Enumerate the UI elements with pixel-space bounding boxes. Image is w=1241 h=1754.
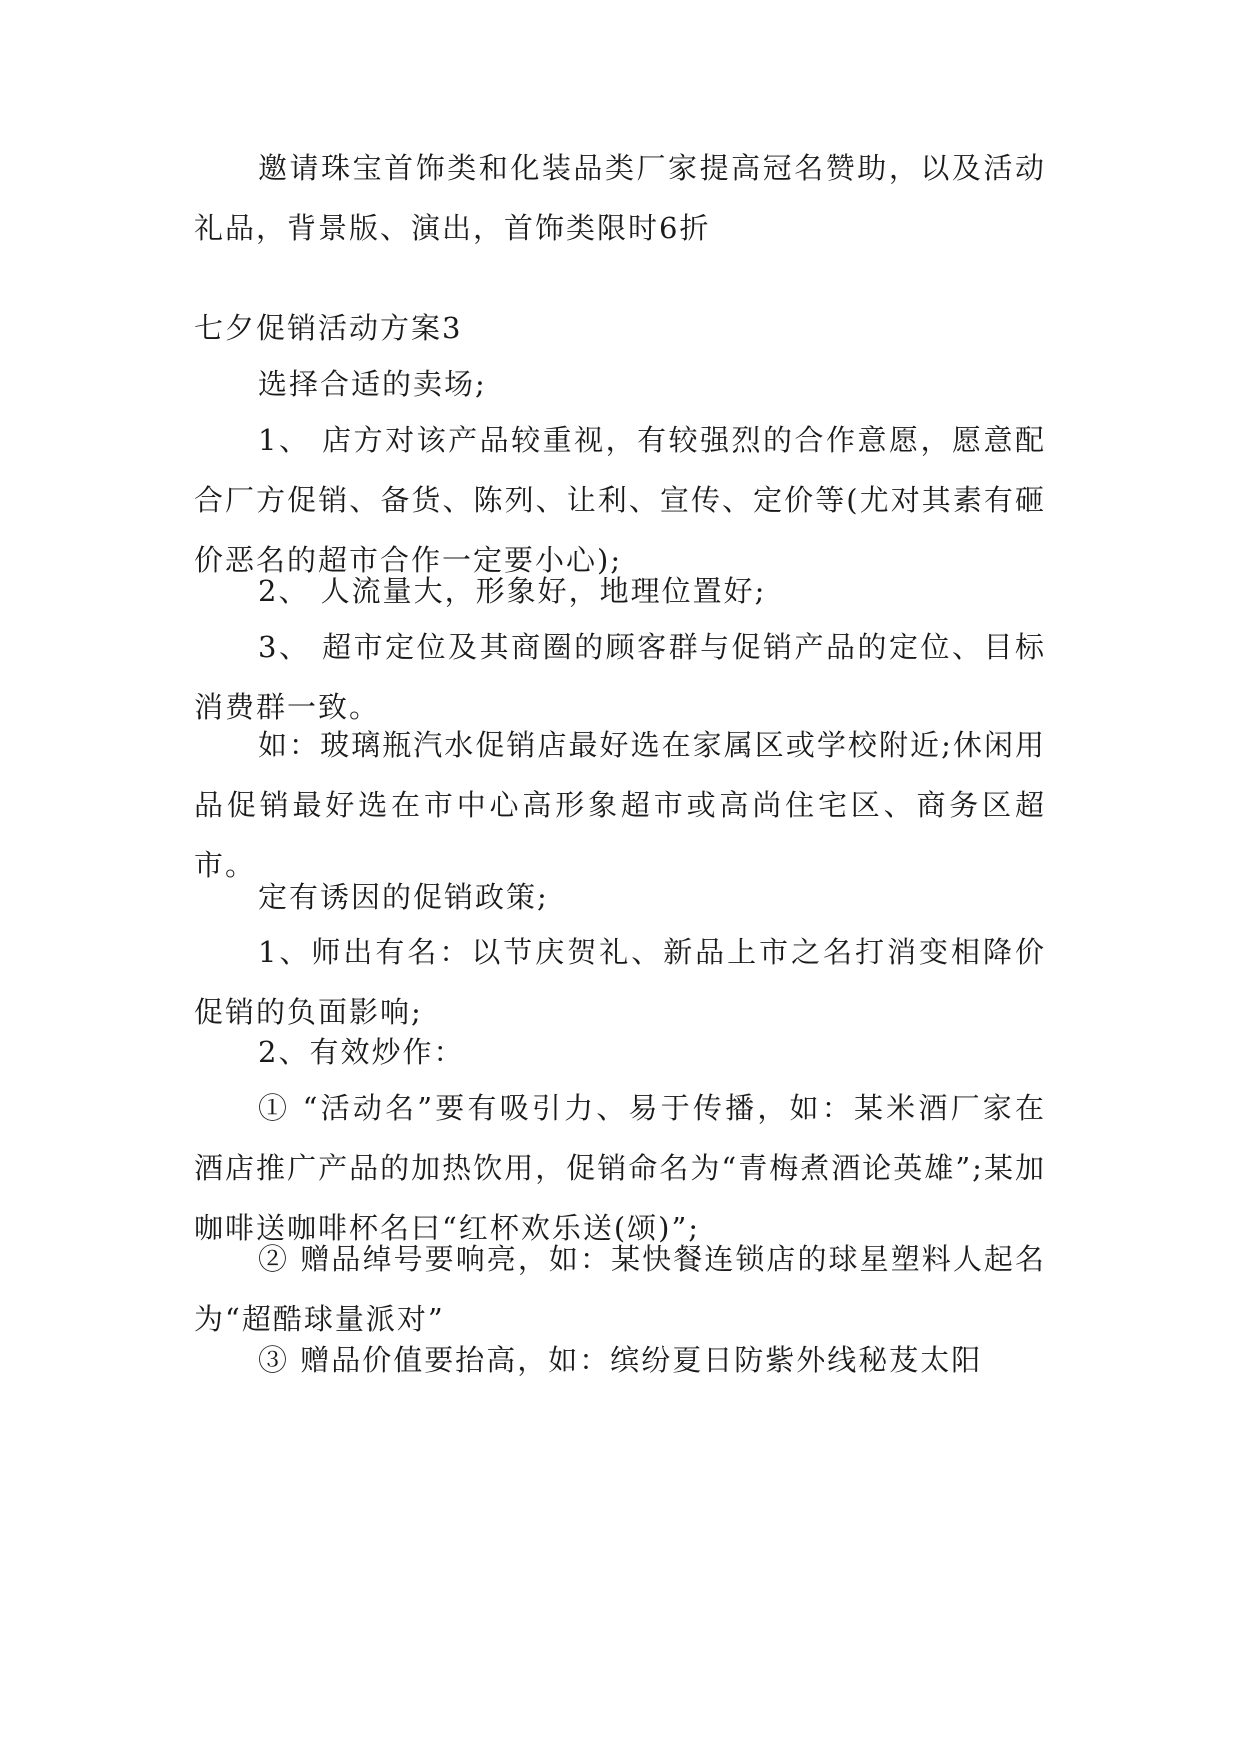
paragraph-policy-1: 1、师出有名：以节庆贺礼、新品上市之名打消变相降价促销的负面影响; [194, 935, 1046, 1029]
paragraph-circle-1: ① “活动名”要有吸引力、易于传播，如：某米酒厂家在酒店推广产品的加热饮用，促销命名为“青梅煮酒论英雄”;某加咖啡送咖啡杯名曰“红杯欢乐送(颂)”; [194, 1091, 1046, 1245]
paragraph-sponsorship: 邀请珠宝首饰类和化装品类厂家提高冠名赞助，以及活动礼品，背景版、演出，首饰类限时6折 [194, 151, 1046, 245]
paragraph-item-1: 1、 店方对该产品较重视，有较强烈的合作意愿，愿意配合厂方促销、备货、陈列、让利、宣传、定价等(尤对其素有砸价恶名的超市合作一定要小心); [194, 423, 1046, 577]
paragraph-circle-2: ② 赠品绰号要响亮，如：某快餐连锁店的球星塑料人起名为“超酷球量派对” [194, 1242, 1046, 1336]
paragraph-item-3: 3、 超市定位及其商圈的顾客群与促销产品的定位、目标消费群一致。 [194, 630, 1046, 724]
paragraph-policy: 定有诱因的促销政策; [258, 880, 549, 914]
paragraph-policy-2: 2、有效炒作： [258, 1035, 465, 1069]
paragraph-item-2: 2、 人流量大，形象好，地理位置好; [258, 574, 767, 608]
paragraph-choose-store: 选择合适的卖场; [258, 367, 487, 401]
section-heading: 七夕促销活动方案3 [194, 311, 463, 345]
paragraph-example: 如：玻璃瓶汽水促销店最好选在家属区或学校附近;休闲用品促销最好选在市中心高形象超市或高尚住宅区、商务区超市。 [194, 728, 1046, 882]
paragraph-circle-3: ③ 赠品价值要抬高，如：缤纷夏日防紫外线秘芨太阳 [258, 1343, 983, 1377]
